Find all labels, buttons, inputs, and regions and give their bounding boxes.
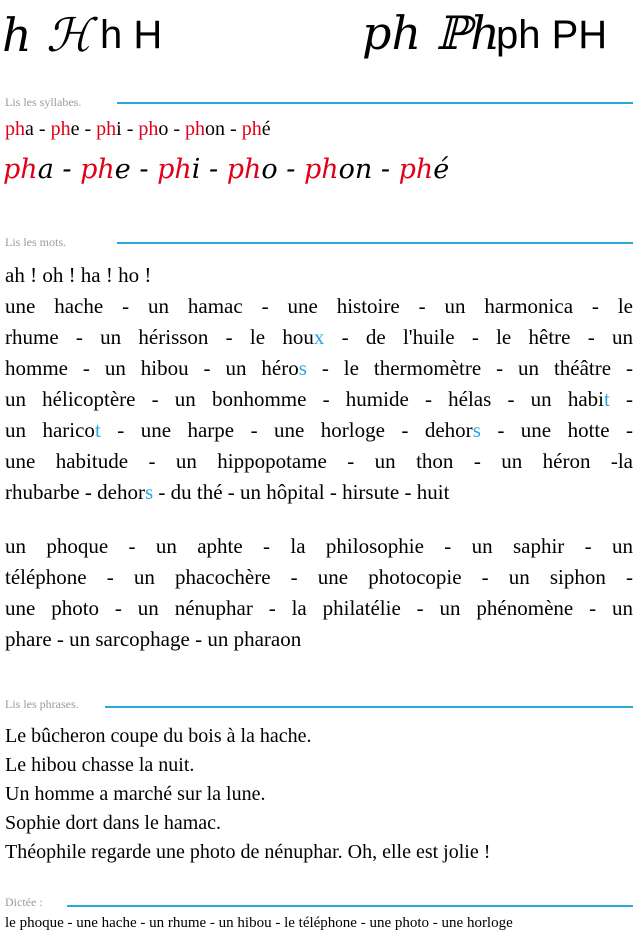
syllable-separator: - xyxy=(277,154,304,185)
sentence: Sophie dort dans le hamac. xyxy=(5,812,222,834)
print-h-letters: h H xyxy=(100,13,163,57)
syllable xyxy=(138,118,168,140)
h-words-paragraph xyxy=(5,260,633,508)
syllable-vowel: on xyxy=(338,154,373,185)
cursive-ph-letters: ph ℙh xyxy=(362,6,500,60)
section-divider xyxy=(117,242,633,244)
text-line: téléphone - un phacochère - une photocopie - un siphon - xyxy=(5,565,633,589)
text-line: une hache - un hamac - une histoire - un harmonica - le xyxy=(5,294,633,318)
syllable-vowel: a xyxy=(37,154,54,185)
text-line: rhume - un hérisson - le houx - de l'huile - le hêtre - un xyxy=(5,325,633,349)
silent-letter: t xyxy=(94,418,101,442)
syllable-vowel: é xyxy=(433,154,450,185)
text-line: une habitude - un hippopotame - un thon - un héron -la xyxy=(5,449,633,473)
syllable-vowel: a xyxy=(25,118,34,140)
text-line: une photo - un nénuphar - la philatélie - un phénomène - un xyxy=(5,596,633,620)
dictee-words: le phoque - une hache - un rhume - un hibou - le téléphone - une photo - une horloge xyxy=(5,915,513,931)
syllable-separator: - xyxy=(53,154,81,185)
syllable-separator: - xyxy=(200,154,227,185)
silent-letter: x xyxy=(313,325,325,349)
syllable-separator: - xyxy=(225,118,242,140)
grapheme-ph: ph xyxy=(138,118,159,140)
syllable-vowel: o xyxy=(158,118,169,140)
syllable xyxy=(5,118,34,140)
text-line: ah ! oh ! ha ! ho ! xyxy=(5,263,152,287)
syllable xyxy=(242,118,271,140)
dictee-label: Dictée : xyxy=(5,895,43,909)
grapheme-ph: ph xyxy=(185,118,206,140)
section-divider xyxy=(67,905,633,907)
sentence: Le hibou chasse la nuit. xyxy=(5,754,195,776)
text-line: rhubarbe - dehors - du thé - un hôpital - hirsute - huit xyxy=(5,480,450,504)
grapheme-ph: ph xyxy=(303,154,339,185)
grapheme-ph: ph xyxy=(96,118,117,140)
syllable-separator: - xyxy=(372,154,399,185)
print-ph-letters: ph PH xyxy=(496,13,608,57)
sentence: Un homme a marché sur la lune. xyxy=(5,783,266,805)
words-section-header xyxy=(5,233,633,253)
syllable-separator: - xyxy=(121,118,139,140)
silent-letter: t xyxy=(603,387,610,411)
text-line: un haricot - une harpe - une horloge - dehors - une hotte - xyxy=(5,418,634,442)
sentences-section-header xyxy=(5,695,633,715)
text-line: un hélicoptère - un bonhomme - humide - hélas - un habit - xyxy=(5,387,633,411)
syllable-vowel: on xyxy=(205,118,226,140)
syllable xyxy=(3,154,54,185)
syllable xyxy=(227,154,278,185)
syllable-separator: - xyxy=(130,154,158,185)
syllable xyxy=(157,154,200,185)
text-line: phare - un sarcophage - un pharaon xyxy=(5,627,302,651)
section-divider xyxy=(105,706,633,708)
syllables-print-line xyxy=(5,118,271,141)
grapheme-ph: ph xyxy=(398,154,434,185)
syllables-cursive-line xyxy=(3,154,449,185)
syllable-vowel: e xyxy=(70,118,80,140)
grapheme-ph: ph xyxy=(157,154,192,185)
sentences-list xyxy=(5,722,490,867)
sentence: Le bûcheron coupe du bois à la hache. xyxy=(5,725,312,747)
syllable-vowel: i xyxy=(116,118,122,140)
grapheme-ph: ph xyxy=(226,154,262,185)
silent-letter: s xyxy=(298,356,307,380)
syllable-separator: - xyxy=(168,118,186,140)
syllable xyxy=(304,154,372,185)
syllable xyxy=(51,118,80,140)
section-divider xyxy=(117,102,633,104)
letters-header xyxy=(0,0,640,90)
sentence: Théophile regarde une photo de nénuphar. Oh, elle est jolie ! xyxy=(5,841,491,863)
syllable-separator: - xyxy=(79,118,97,140)
syllables-section-header xyxy=(5,93,633,113)
syllable-vowel: o xyxy=(261,154,278,185)
text-line: homme - un hibou - un héros - le thermomètre - un théâtre - xyxy=(5,356,634,380)
grapheme-ph: ph xyxy=(241,118,262,140)
grapheme-ph: ph xyxy=(5,118,25,140)
grapheme-ph: ph xyxy=(3,154,38,185)
dictee-section-header xyxy=(5,893,633,913)
syllable xyxy=(96,118,122,140)
syllable-vowel: i xyxy=(191,154,201,185)
cursive-h-letters: h ℋ xyxy=(2,8,92,62)
grapheme-ph: ph xyxy=(50,118,71,140)
syllable-separator: - xyxy=(33,118,51,140)
ph-words-paragraph xyxy=(5,531,633,655)
syllable xyxy=(185,118,225,140)
syllables-label: Lis les syllabes. xyxy=(5,95,82,109)
text-line: un phoque - un aphte - la philosophie - un saphir - un xyxy=(5,534,633,558)
silent-letter: s xyxy=(144,480,154,504)
syllable-vowel: e xyxy=(114,154,131,185)
syllable-vowel: é xyxy=(261,118,271,140)
silent-letter: s xyxy=(472,418,481,442)
words-label: Lis les mots. xyxy=(5,235,67,249)
sentences-label: Lis les phrases. xyxy=(5,697,79,711)
syllable xyxy=(399,154,450,185)
syllable xyxy=(80,154,131,185)
grapheme-ph: ph xyxy=(80,154,115,185)
